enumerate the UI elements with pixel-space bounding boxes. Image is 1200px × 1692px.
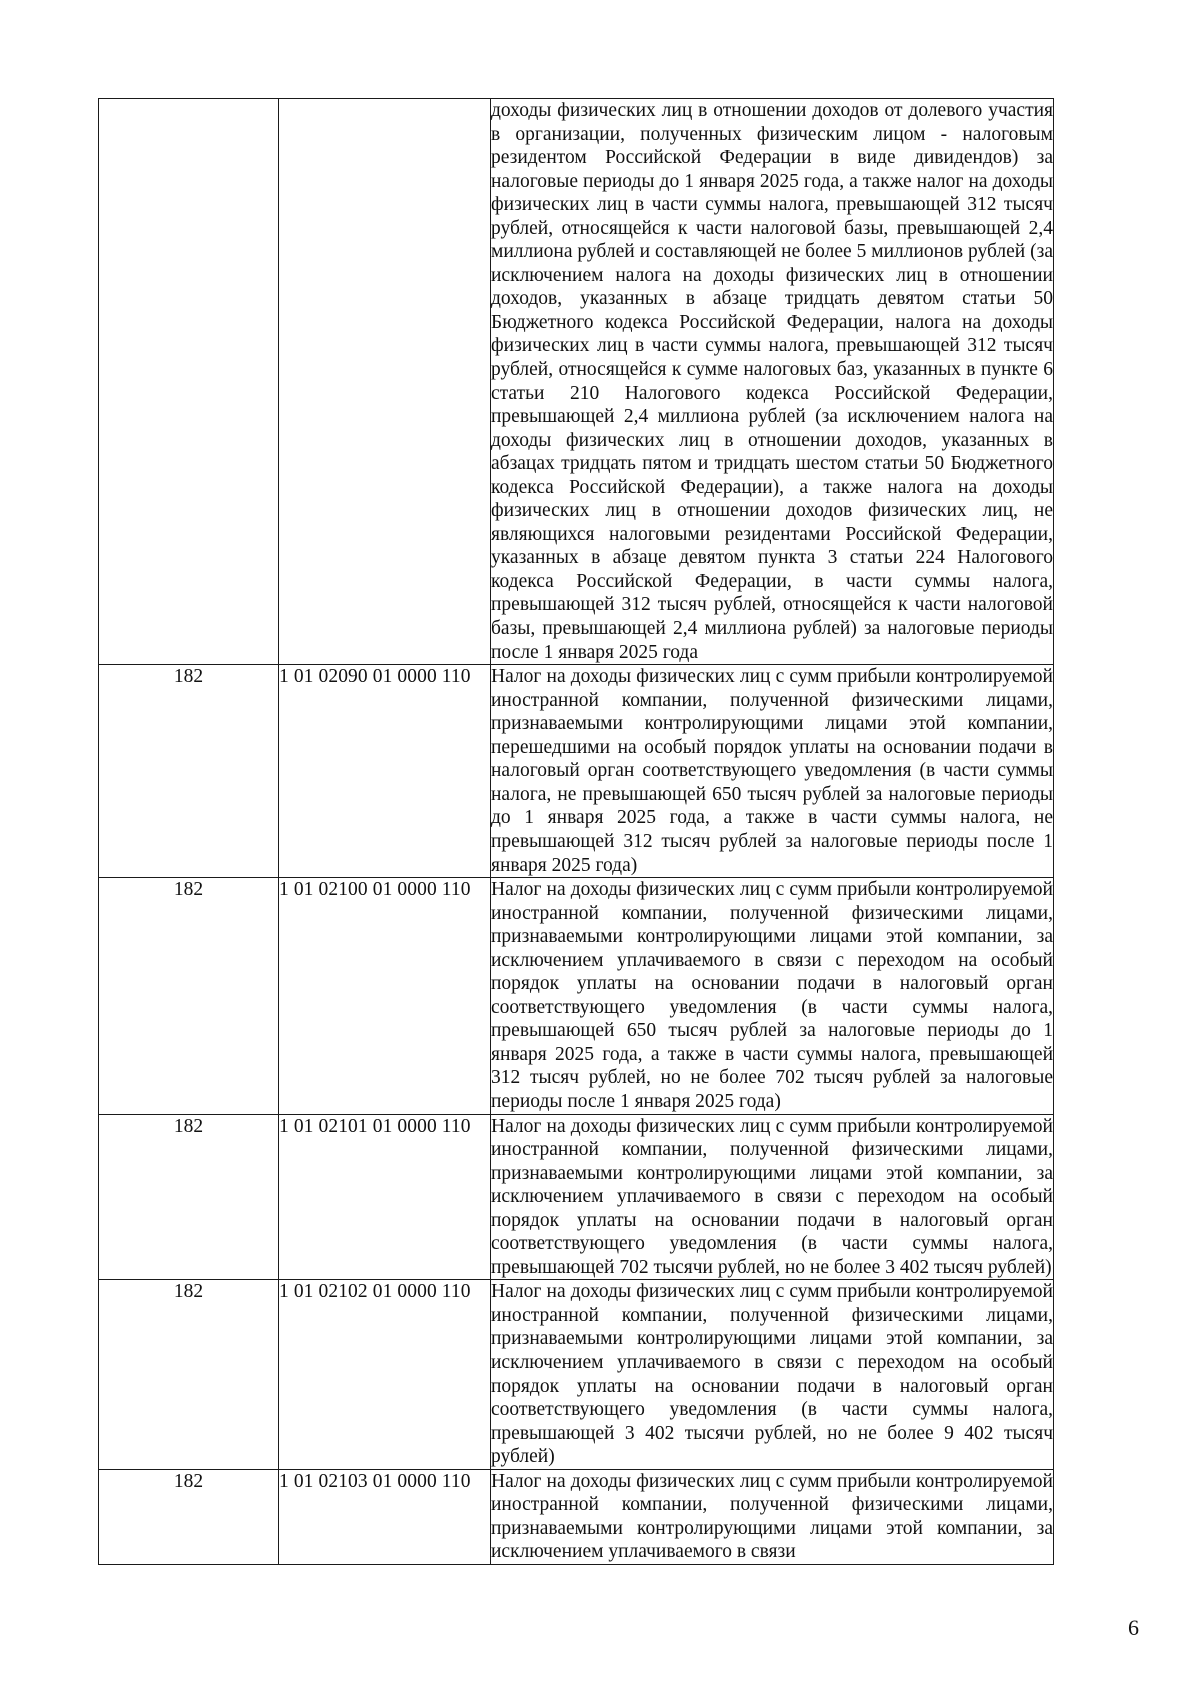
description-cell bbox=[491, 665, 1054, 878]
table-row bbox=[99, 1114, 1054, 1280]
budget-code-cell: 1 01 02102 01 0000 110 bbox=[279, 1280, 491, 1469]
table-row bbox=[99, 1469, 1054, 1564]
table-row bbox=[99, 665, 1054, 878]
administrator-code-cell: 182 bbox=[99, 878, 279, 1114]
description-cell bbox=[491, 1469, 1054, 1564]
budget-classification-table bbox=[98, 98, 1054, 1565]
description-cell bbox=[491, 1114, 1054, 1280]
budget-code-cell: 1 01 02100 01 0000 110 bbox=[279, 878, 491, 1114]
page-number: 6 bbox=[1128, 1615, 1139, 1640]
administrator-code-cell bbox=[99, 99, 279, 665]
budget-code-cell: 1 01 02090 01 0000 110 bbox=[279, 665, 491, 878]
administrator-code-cell: 182 bbox=[99, 1114, 279, 1280]
description-cell bbox=[491, 99, 1054, 665]
administrator-code-cell: 182 bbox=[99, 665, 279, 878]
description-text: Налог на доходы физических лиц с сумм прибыли контролируемой иностранной компании, полученной физическими лицами, признаваемыми контролирующими лицами этой компании, перешедшими на особый порядок уплаты на основании подачи в налоговый орган соответствующего уведомления (в части суммы налога, не превышающей 650 тысяч рублей за налоговые периоды до 1 января 2025 года, а также в части суммы налога, не превышающей 312 тысяч рублей за налоговые периоды после 1 января 2025 года) bbox=[491, 666, 1053, 876]
administrator-code-cell: 182 bbox=[99, 1280, 279, 1469]
description-text: Налог на доходы физических лиц с сумм прибыли контролируемой иностранной компании, полученной физическими лицами, признаваемыми контролирующими лицами этой компании, за исключением уплачиваемого в связи с переходом на особый порядок уплаты на основании подачи в налоговый орган соответствующего уведомления (в части суммы налога, превышающей 702 тысячи рублей, но не более 3 402 тысяч рублей) bbox=[491, 1115, 1053, 1278]
budget-code-cell: 1 01 02101 01 0000 110 bbox=[279, 1114, 491, 1280]
description-text: Налог на доходы физических лиц с сумм прибыли контролируемой иностранной компании, полученной физическими лицами, признаваемыми контролирующими лицами этой компании, за исключением уплачиваемого в связи с переходом на особый порядок уплаты на основании подачи в налоговый орган соответствующего уведомления (в части суммы налога, превышающей 650 тысяч рублей за налоговые периоды до 1 января 2025 года, а также в части суммы налога, превышающей 312 тысяч рублей, но не более 702 тысяч рублей за налоговые периоды после 1 января 2025 года) bbox=[491, 879, 1053, 1112]
description-cell bbox=[491, 878, 1054, 1114]
table-row bbox=[99, 878, 1054, 1114]
budget-code-cell: 1 01 02103 01 0000 110 bbox=[279, 1469, 491, 1564]
description-text: Налог на доходы физических лиц с сумм прибыли контролируемой иностранной компании, полученной физическими лицами, признаваемыми контролирующими лицами этой компании, за исключением уплачиваемого в связи bbox=[491, 1470, 1053, 1563]
table-row bbox=[99, 1280, 1054, 1469]
budget-code-cell bbox=[279, 99, 491, 665]
description-cell bbox=[491, 1280, 1054, 1469]
table-row bbox=[99, 99, 1054, 665]
administrator-code-cell: 182 bbox=[99, 1469, 279, 1564]
description-text: Налог на доходы физических лиц с сумм прибыли контролируемой иностранной компании, полученной физическими лицами, признаваемыми контролирующими лицами этой компании, за исключением уплачиваемого в связи с переходом на особый порядок уплаты на основании подачи в налоговый орган соответствующего уведомления (в части суммы налога, превышающей 3 402 тысячи рублей, но не более 9 402 тысяч рублей) bbox=[491, 1281, 1053, 1468]
description-text: доходы физических лиц в отношении доходов от долевого участия в организации, полученных физическим лицом - налоговым резидентом Российской Федерации в виде дивидендов) за налоговые периоды до 1 января 2025 года, а также налог на доходы физических лиц в части суммы налога, превышающей 312 тысяч рублей, относящейся к части налоговой базы, превышающей 2,4 миллиона рублей и составляющей не более 5 миллионов рублей (за исключением налога на доходы физических лиц в отношении доходов, указанных в абзаце тридцать девятом статьи 50 Бюджетного кодекса Российской Федерации, налога на доходы физических лиц в части суммы налога, превышающей 312 тысяч рублей, относящейся к сумме налоговых баз, указанных в пункте 6 статьи 210 Налогового кодекса Российской Федерации, превышающей 2,4 миллиона рублей (за исключением налога на доходы физических лиц в отношении доходов, указанных в абзацах тридцать пятом и тридцать шестом статьи 50 Бюджетного кодекса Российской Федерации), а также налога на доходы физических лиц в отношении доходов физических лиц, не являющихся налоговыми резидентами Российской Федерации, указанных в абзаце девятом пункта 3 статьи 224 Налогового кодекса Российской Федерации, в части суммы налога, превышающей 312 тысяч рублей, относящейся к части налоговой базы, превышающей 2,4 миллиона рублей) за налоговые периоды после 1 января 2025 года bbox=[491, 100, 1053, 663]
